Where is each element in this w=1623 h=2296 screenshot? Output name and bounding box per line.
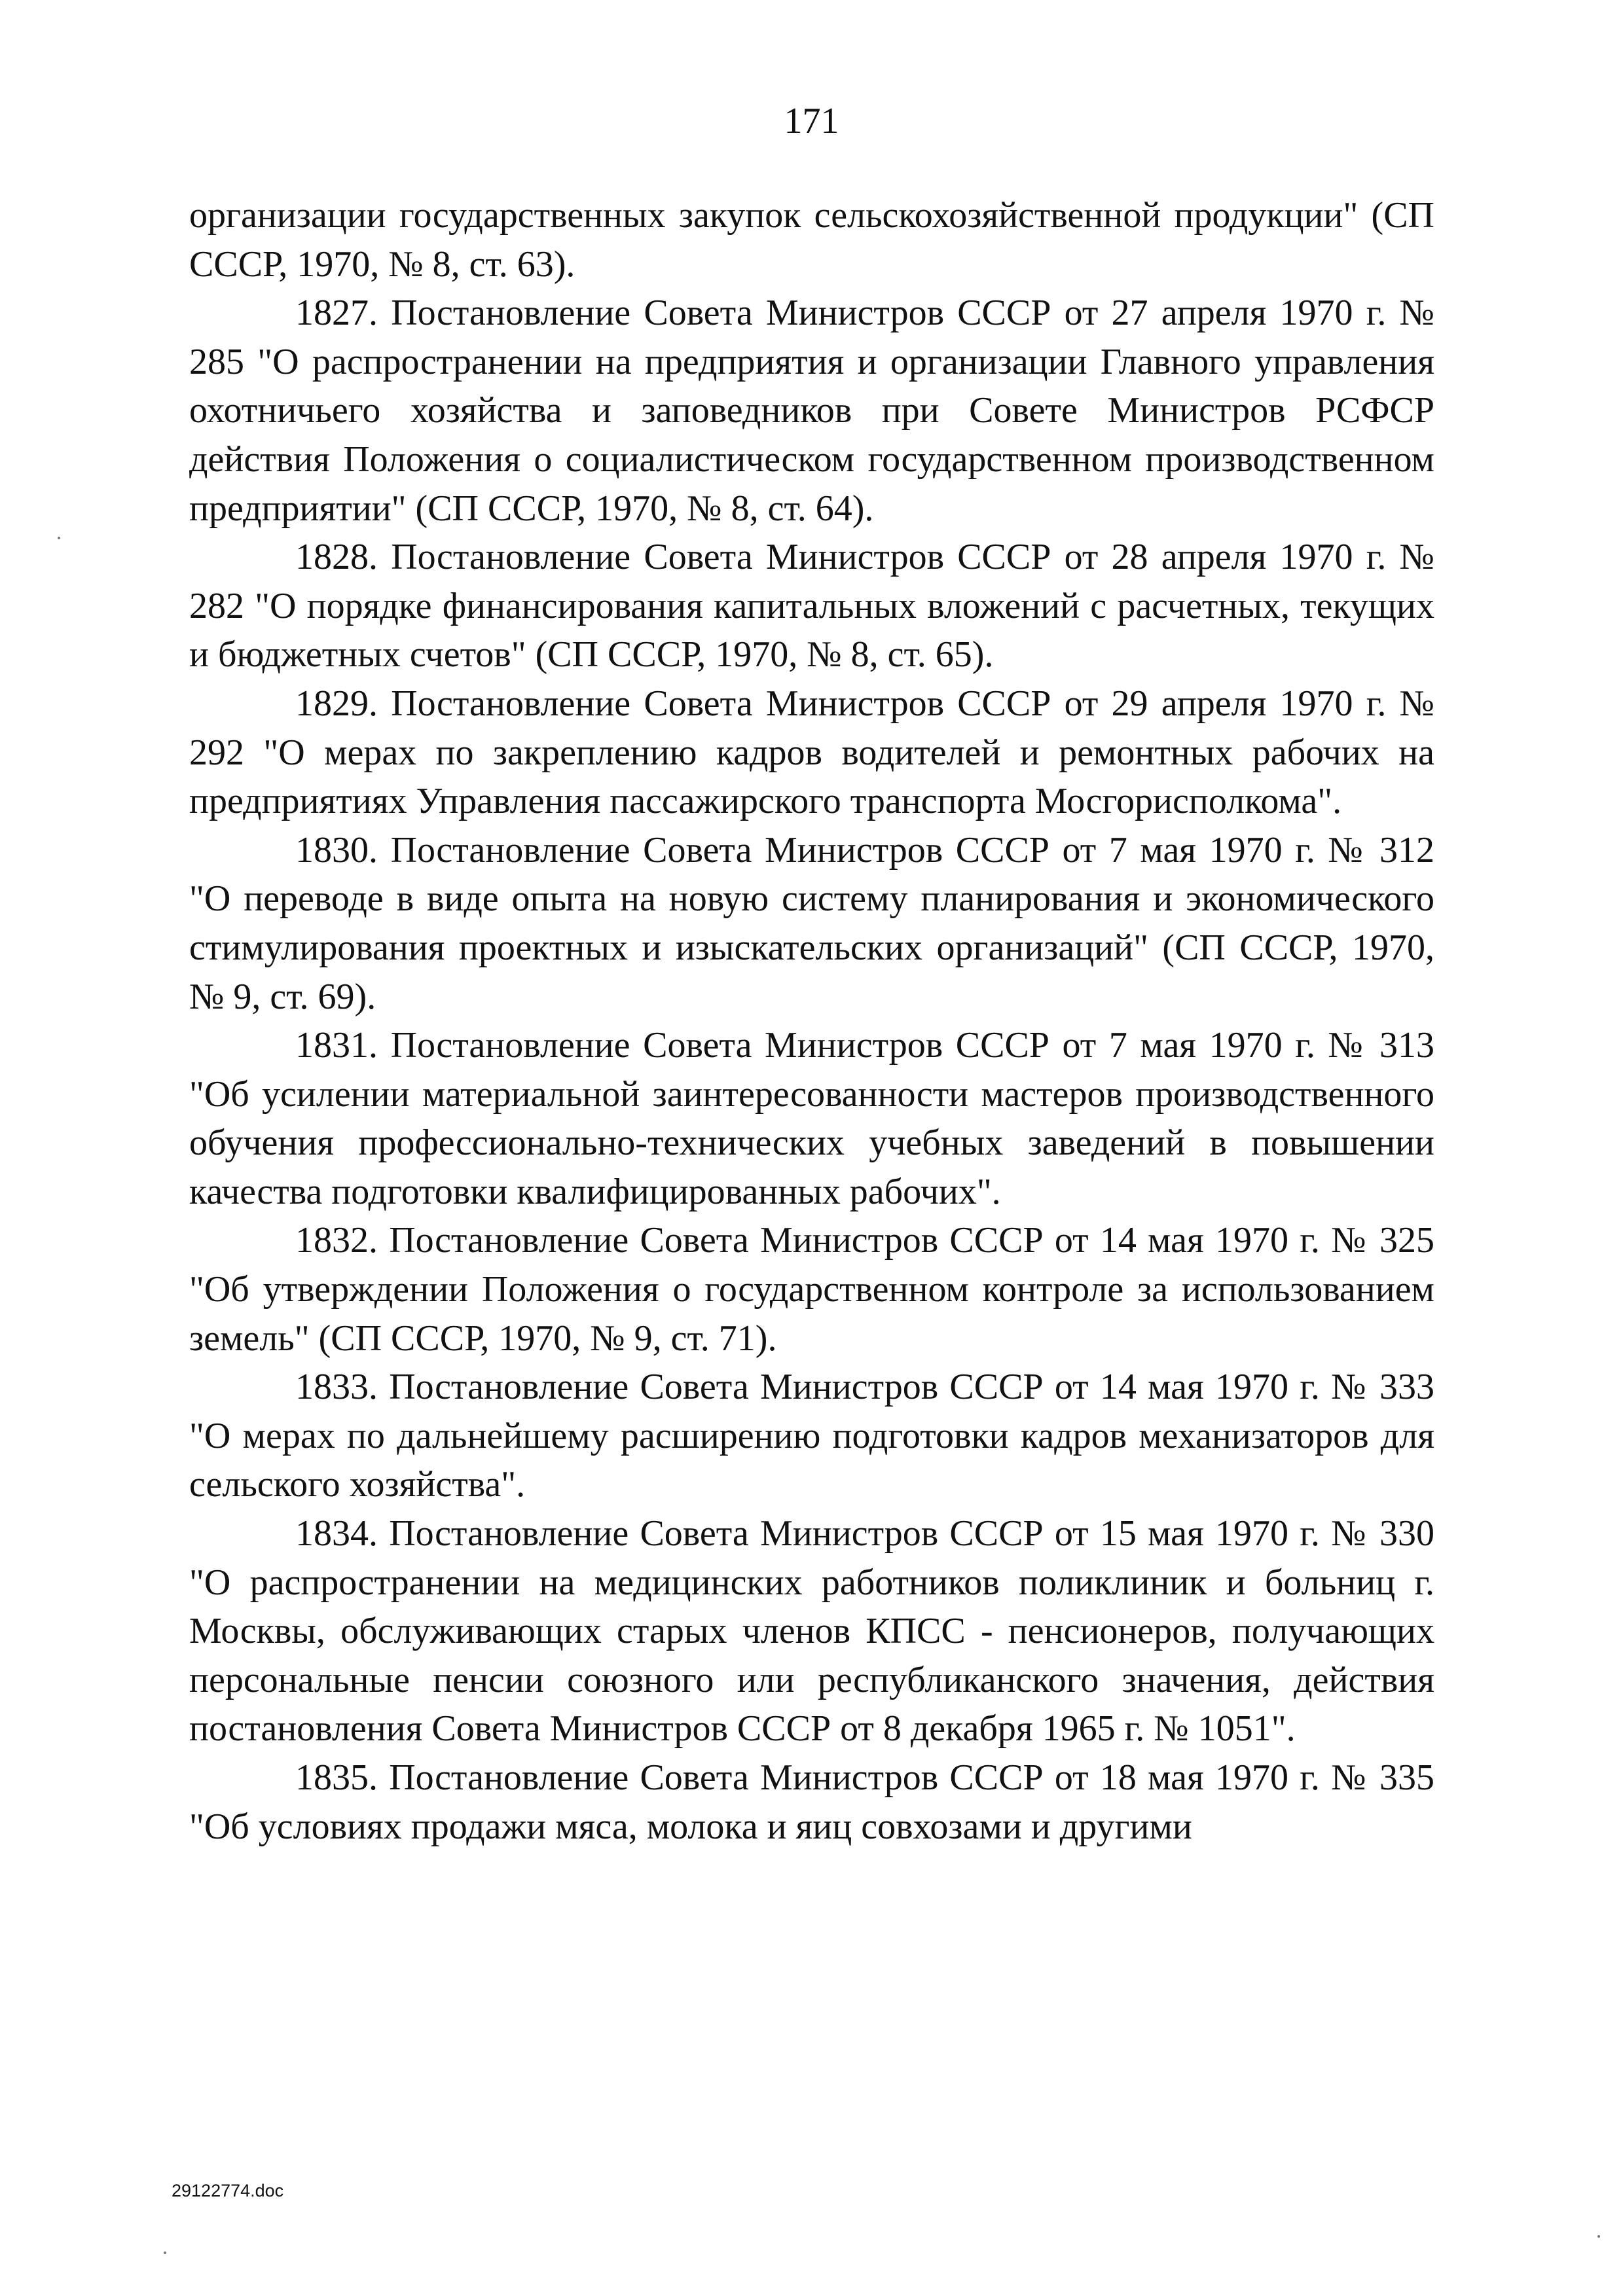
paragraph-1830: 1830. Постановление Совета Министров СССР от 7 мая 1970 г. № 312 "О переводе в виде опыта на новую систему планирования и экономического стимулирования проектных и изыскательских организаций" (СП СССР, 1970, № 9, ст. 69).	[189, 829, 1434, 1017]
paragraph-continuation: организации государственных закупок сельскохозяйственной продукции" (СП СССР, 1970, № 8, ст. 63).	[189, 195, 1434, 285]
paragraph-1834: 1834. Постановление Совета Министров СССР от 15 мая 1970 г. № 330 "О распространении на медицинских работников поликлиник и больниц г. Москвы, обслуживающих старых членов КПСС - пенсионеров, получающих персональные пенсии союзного или республиканского значения, действия постановления Совета Министров СССР от 8 декабря 1965 г. № 1051".	[189, 1513, 1434, 1749]
paragraph-1828: 1828. Постановление Совета Министров СССР от 28 апреля 1970 г. № 282 "О порядке финансирования капитальных вложений с расчетных, текущих и бюджетных счетов" (СП СССР, 1970, № 8, ст. 65).	[189, 537, 1434, 675]
scan-speck	[1597, 2235, 1600, 2238]
scan-speck	[164, 2251, 166, 2254]
paragraph-1829: 1829. Постановление Совета Министров СССР от 29 апреля 1970 г. № 292 "О мерах по закреплению кадров водителей и ремонтных рабочих на предприятиях Управления пассажирского транспорта Мосгорисполкома".	[189, 683, 1434, 822]
paragraph-1827: 1827. Постановление Совета Министров СССР от 27 апреля 1970 г. № 285 "О распространении на предприятия и организации Главного управления охотничьего хозяйства и заповедников при Совете Министров РСФСР действия Положения о социалистическом государственном производственном предприятии" (СП СССР, 1970, № 8, ст. 64).	[189, 293, 1434, 529]
scan-speck	[58, 537, 60, 539]
paragraph-1833: 1833. Постановление Совета Министров СССР от 14 мая 1970 г. № 333 "О мерах по дальнейшему расширению подготовки кадров механизаторов для сельского хозяйства".	[189, 1367, 1434, 1505]
page-number: 171	[784, 101, 839, 141]
paragraph-1835: 1835. Постановление Совета Министров СССР от 18 мая 1970 г. № 335 "Об условиях продажи мяса, молока и яиц совхозами и другими	[189, 1757, 1434, 1847]
paragraph-1831: 1831. Постановление Совета Министров СССР от 7 мая 1970 г. № 313 "Об усилении материальной заинтересованности мастеров производственного обучения профессионально-технических учебных заведений в повышении качества подготовки квалифицированных рабочих".	[189, 1025, 1434, 1212]
document-body	[189, 191, 1434, 1851]
footer-filename: 29122774.doc	[172, 2181, 284, 2200]
paragraph-1832: 1832. Постановление Совета Министров СССР от 14 мая 1970 г. № 325 "Об утверждении Положения о государственном контроле за использованием земель" (СП СССР, 1970, № 9, ст. 71).	[189, 1220, 1434, 1359]
